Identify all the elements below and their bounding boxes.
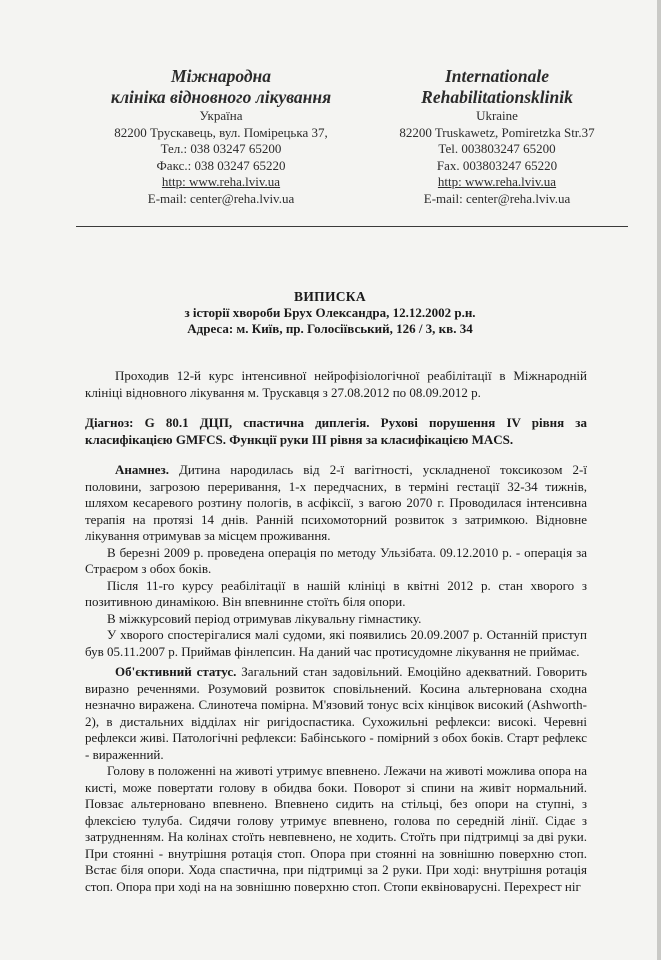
- objective-label: Об'єктивний статус.: [115, 664, 237, 679]
- anamnesis-label: Анамнез.: [115, 462, 169, 477]
- clinic-name-de-line2: Rehabilitationsklinik: [421, 87, 573, 107]
- fax-ua: Факс.: 038 03247 65220: [156, 157, 286, 173]
- address-de: 82200 Truskawetz, Pomiretzka Str.37: [399, 124, 595, 140]
- phone-ua: Тел.: 038 03247 65200: [160, 141, 282, 156]
- email-de: E-mail: center@reha.lviv.ua: [423, 190, 571, 206]
- objective-paragraph-2: Голову в положенні на животі утримує впевнено. Лежачи на животі можлива опора на кисті, може повертати голову в обидва боки. Поворот зі спини на живіт нормальний. Повзає альтерновано впевнено. Впевнено сидить на стільці, без опори на ступні, з флексією тулуба. Сидячи голову утримує впевнено, голова по середній лінії. Сідає з затрудненням. На колінах стоїть невпевнено, не ходить. Стоїть при підтримці за дві руки. При стоянні - внутрішня ротація стоп. Опора при стоянні на зовнішню поверхню стоп. Встає біля опори. Хода спастична, при підтримці за 2 руки. При ході: внутрішня ротація стоп. Опора при ході на на зовнішню поверхню стоп. Стопи еквіноварусні. Перехрест ніг: [85, 763, 587, 894]
- letterhead-ukrainian: [76, 66, 366, 207]
- address-ua: 82200 Трускавець, вул. Помірецька 37,: [114, 124, 328, 140]
- objective-section: [85, 664, 587, 895]
- scan-edge: [657, 0, 661, 960]
- website-de: http: www.reha.lviv.ua: [437, 174, 557, 189]
- anamnesis-paragraph-4: В міжкурсовий період отримував лікувальну гімнастику.: [107, 610, 422, 626]
- objective-paragraph-1: [85, 664, 587, 763]
- anamnesis-paragraph-5: У хворого спостерігалися малі судоми, які появились 20.09.2007 р. Останній приступ був 05.11.2007 р. Приймав фінлепсин. На даний час протисудомне лікування не приймає.: [85, 627, 587, 659]
- intro-section: [85, 368, 587, 401]
- clinic-name-de-line1: Internationale: [444, 66, 550, 86]
- diagnosis-paragraph: Діагноз: G 80.1 ДЦП, спастична диплегія. Рухові порушення IV рівня за класифікацією GMFCS. Функції руки III рівня за класифікацією MACS.: [85, 415, 587, 447]
- anamnesis-paragraph-3: Після 11-го курсу реабілітації в нашій клініці в квітні 2012 р. стан хворого з позитивною динамікою. Він впевнинне стоїть біля опори.: [85, 577, 587, 609]
- clinic-name-ua-line2: клініка відновного лікування: [110, 87, 332, 107]
- letterhead-divider: [76, 226, 628, 227]
- country-ua: Україна: [199, 108, 243, 123]
- anamnesis-paragraph-1: [85, 462, 587, 545]
- document-subtitle: з історії хвороби Брух Олександра, 12.12.2002 р.н.: [184, 305, 476, 320]
- clinic-name-ua-line1: Міжнародна: [171, 66, 271, 86]
- document-title: ВИПИСКА: [294, 289, 366, 304]
- fax-de: Fax. 003803247 65220: [436, 157, 558, 173]
- phone-de: Tel. 003803247 65200: [438, 141, 556, 156]
- email-ua: E-mail: center@reha.lviv.ua: [147, 190, 295, 206]
- patient-address: Адреса: м. Київ, пр. Голосіївський, 126 / 3, кв. 34: [187, 321, 473, 336]
- diagnosis-section: [85, 415, 587, 448]
- anamnesis-section: [85, 462, 587, 660]
- website-ua: http: www.reha.lviv.ua: [161, 174, 281, 189]
- document-heading: [60, 289, 600, 337]
- intro-paragraph: Проходив 12-й курс інтенсивної нейрофізіологічної реабілітації в Міжнародній клініці відновного лікування м. Трускавця з 27.08.2012 по 08.09.2012 р.: [85, 368, 587, 400]
- country-de: Ukraine: [476, 108, 518, 123]
- letterhead-german: [372, 66, 622, 207]
- objective-text-1: Загальний стан задовільний. Емоційно адекватний. Говорить виразно реченнями. Розумовий розвиток сповільнений. Косина альтернована сходна незначно виражена. Слинотеча помірна. М'язовий тонус всіх кінцівок високий (Ashworth-2), в дистальних відділах ніг ригідоспастика. Сухожильні рефлекси: високі. Черевні рефлекси живі. Патологічні рефлекси: Бабінського - помірний з обох боків. Старт рефлекс - вираженний.: [85, 664, 587, 762]
- anamnesis-paragraph-2: В березні 2009 р. проведена операція по методу Ульзібата. 09.12.2010 р. - операція за Страєром з обох боків.: [85, 544, 587, 576]
- anamnesis-text-1: Дитина народилась від 2-ї вагітності, ускладненої токсикозом 2-ї половини, загрозою переривання, 1-х передчасних, в терміні гестації 32-34 тижнів, шляхом кесаревого розтину пологів, в асфіксії, з вагою 2070 г. Проводилася інтенсивна терапія на протязі 14 днів. Ранній психомоторний розвиток з затримкою. Відновне лікування отримував за місцем проживання.: [85, 462, 587, 543]
